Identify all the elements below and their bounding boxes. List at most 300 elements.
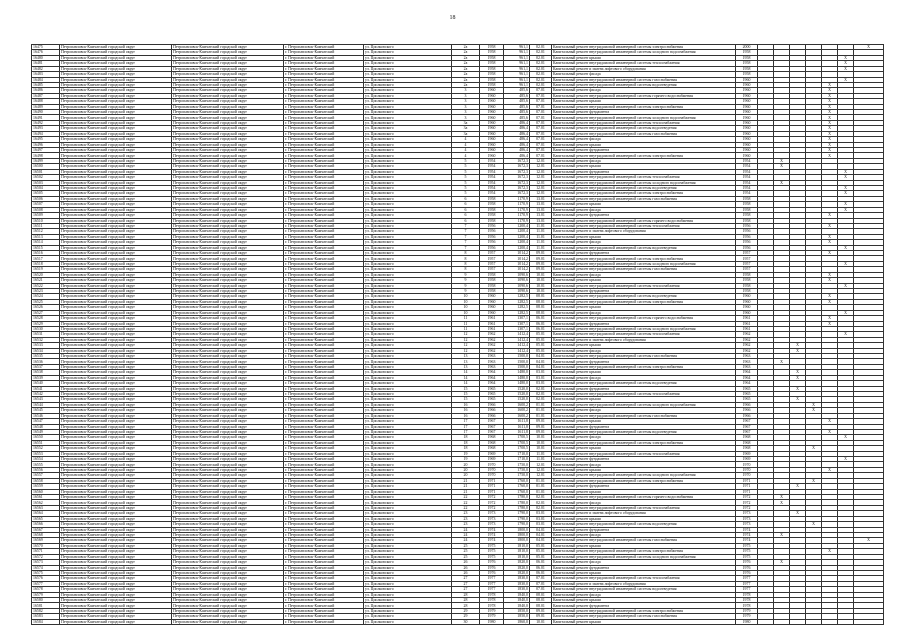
table-cell: 16544 — [32, 402, 60, 407]
table-cell: 1090,6 — [504, 278, 530, 283]
table-cell: Петропавловск-Камчатский городской округ — [60, 196, 172, 201]
table-cell: 1966 — [736, 408, 758, 413]
table-cell: 09.01 — [530, 419, 552, 424]
table-cell: 1963 — [480, 354, 504, 359]
table-cell: 16547 — [32, 419, 60, 424]
table-cell: 16512 — [32, 229, 60, 234]
table-cell: 09.01 — [530, 608, 552, 613]
table-cell: Петропавловск-Камчатский городской округ — [60, 581, 172, 586]
table-cell: 2а — [452, 50, 480, 55]
table-cell: ул. Циолковского — [364, 72, 452, 77]
table-cell: 16486 — [32, 88, 60, 93]
table-cell: 1960 — [736, 299, 758, 304]
table-cell: Петропавловск-Камчатский городской округ — [60, 614, 172, 619]
table-cell: Петропавловск-Камчатский городской округ — [172, 576, 284, 581]
table-cell: Капитальный ремонт внутридомовой инженерной системы теплоснабжения — [552, 332, 736, 337]
table-cell: ул. Циолковского — [364, 364, 452, 369]
table-cell: Капитальный ремонт внутридомовой инженерной системы водоотведения — [552, 429, 736, 434]
table-cell: 1860,0 — [504, 619, 530, 624]
table-cell: X — [774, 500, 790, 505]
table-cell: 1968 — [480, 435, 504, 440]
table-cell: 961,1 — [504, 55, 530, 60]
table-cell: Петропавловск-Камчатский городской округ — [172, 88, 284, 93]
table-cell: 16491 — [32, 115, 60, 120]
table-cell: 04.01 — [530, 527, 552, 532]
repair-schedule-table — [31, 44, 884, 625]
table-cell: X — [838, 245, 854, 250]
table-cell: 1700,5 — [504, 435, 530, 440]
table-cell: Петропавловск-Камчатский городской округ — [172, 505, 284, 510]
table-cell: 1960 — [736, 99, 758, 104]
table-cell: г. Петропавловск-Камчатский — [284, 66, 364, 71]
table-cell: г. Петропавловск-Камчатский — [284, 164, 364, 169]
table-cell: X — [822, 223, 838, 228]
table-cell: г. Петропавловск-Камчатский — [284, 88, 364, 93]
table-cell: 05.01 — [530, 332, 552, 337]
table-cell: 10 — [452, 294, 480, 299]
table-cell: ул. Циолковского — [364, 131, 452, 136]
table-cell: 486,4 — [504, 153, 530, 158]
table-cell: Капитальный ремонт крыши — [552, 164, 736, 169]
table-cell: 5 — [452, 158, 480, 163]
table-cell: 1956 — [736, 234, 758, 239]
table-cell: X — [822, 126, 838, 131]
table-cell: Капитальный ремонт внутридомовой инженерной системы электроснабжения — [552, 104, 736, 109]
table-cell: ул. Циолковского — [364, 288, 452, 293]
table-cell: Петропавловск-Камчатский городской округ — [172, 489, 284, 494]
table-cell: Петропавловск-Камчатский городской округ — [60, 169, 172, 174]
table-cell: 15 — [452, 392, 480, 397]
table-cell: ул. Циолковского — [364, 142, 452, 147]
table-cell: г. Петропавловск-Камчатский — [284, 516, 364, 521]
table-cell: Капитальный ремонт внутридомовой инженерной системы электроснабжения — [552, 440, 736, 445]
table-cell: 1960 — [736, 88, 758, 93]
table-cell: 1972 — [736, 495, 758, 500]
table-cell: г. Петропавловск-Камчатский — [284, 142, 364, 147]
table-cell: 961,1 — [504, 61, 530, 66]
table-cell: Петропавловск-Камчатский городской округ — [172, 207, 284, 212]
table-cell: 1090,6 — [504, 272, 530, 277]
table-cell: 1960 — [736, 126, 758, 131]
table-cell: 02.01 — [530, 500, 552, 505]
table-cell: 1960 — [480, 126, 504, 131]
table-cell: Капитальный ремонт фундамента — [552, 359, 736, 364]
table-cell: X — [822, 99, 838, 104]
table-cell: Петропавловск-Камчатский городской округ — [172, 337, 284, 342]
table-cell: X — [838, 55, 854, 60]
table-cell: X — [790, 386, 806, 391]
table-cell: Петропавловск-Камчатский городской округ — [172, 104, 284, 109]
table-cell: 07.01 — [530, 120, 552, 125]
table-cell: ул. Циолковского — [364, 191, 452, 196]
table-cell: г. Петропавловск-Камчатский — [284, 234, 364, 239]
table-cell: Петропавловск-Камчатский городской округ — [60, 386, 172, 391]
table-cell: Капитальный ремонт крыши — [552, 419, 736, 424]
table-cell: Петропавловск-Камчатский городской округ — [60, 608, 172, 613]
table-cell: 16504 — [32, 185, 60, 190]
table-cell: 1954 — [736, 180, 758, 185]
table-cell: 1960 — [480, 104, 504, 109]
table-cell: г. Петропавловск-Камчатский — [284, 321, 364, 326]
table-cell: 1958 — [480, 278, 504, 283]
table-cell: Капитальный ремонт внутридомовой инженерной системы холодного водоснабжения — [552, 326, 736, 331]
table-cell: Капитальный ремонт внутридомовой инженерной системы газоснабжения — [552, 131, 736, 136]
table-cell: X — [822, 213, 838, 218]
table-cell: г. Петропавловск-Камчатский — [284, 55, 364, 60]
table-cell: Петропавловск-Камчатский городской округ — [172, 278, 284, 283]
table-cell: Петропавловск-Камчатский городской округ — [60, 500, 172, 505]
table-cell: 4 — [452, 153, 480, 158]
table-cell: 2а — [452, 45, 480, 50]
table-cell: 16528 — [32, 316, 60, 321]
table-cell: 16551 — [32, 440, 60, 445]
table-cell: 10 — [452, 305, 480, 310]
table-cell: г. Петропавловск-Камчатский — [284, 278, 364, 283]
table-cell: ул. Циолковского — [364, 278, 452, 283]
table-cell: 10.01 — [530, 435, 552, 440]
table-cell: 2а — [452, 72, 480, 77]
table-cell: 19 — [452, 457, 480, 462]
table-cell: Капитальный ремонт фундамента — [552, 288, 736, 293]
table-cell: X — [822, 88, 838, 93]
table-cell: Петропавловск-Камчатский городской округ — [60, 50, 172, 55]
table-cell: 16506 — [32, 196, 60, 201]
table-cell: 17 — [452, 424, 480, 429]
table-cell: 12.01 — [530, 185, 552, 190]
table-cell: 07.01 — [530, 93, 552, 98]
table-cell: 1170,9 — [504, 218, 530, 223]
table-cell: Петропавловск-Камчатский городской округ — [60, 164, 172, 169]
table-cell: 01.01 — [530, 484, 552, 489]
table-cell: 09.01 — [530, 261, 552, 266]
table-cell: 07.01 — [530, 576, 552, 581]
table-cell: 1170,9 — [504, 196, 530, 201]
table-cell: Петропавловск-Камчатский городской округ — [172, 288, 284, 293]
table-cell: 11.01 — [530, 234, 552, 239]
table-cell: Петропавловск-Камчатский городской округ — [60, 570, 172, 575]
table-cell: ул. Циолковского — [364, 354, 452, 359]
table-cell: 1960 — [480, 299, 504, 304]
table-cell: Капитальный ремонт и замена лифтового оборудования — [552, 337, 736, 342]
table-cell: 04.01 — [530, 532, 552, 537]
table-cell: Капитальный ремонт крыши — [552, 489, 736, 494]
table-cell: г. Петропавловск-Камчатский — [284, 115, 364, 120]
table-cell: 30 — [452, 619, 480, 624]
table-cell: Капитальный ремонт внутридомовой инженерной системы холодного водоснабжения — [552, 115, 736, 120]
table-cell: 16560 — [32, 489, 60, 494]
table-cell: 16517 — [32, 256, 60, 261]
table-cell: 02.01 — [530, 397, 552, 402]
table-cell: ул. Циолковского — [364, 110, 452, 115]
table-cell: г. Петропавловск-Камчатский — [284, 337, 364, 342]
table-cell: 16577 — [32, 581, 60, 586]
table-cell: Петропавловск-Камчатский городской округ — [172, 392, 284, 397]
table-cell: X — [822, 316, 838, 321]
table-cell: Петропавловск-Камчатский городской округ — [60, 457, 172, 462]
table-cell: Петропавловск-Камчатский городской округ — [60, 251, 172, 256]
table-cell: Петропавловск-Камчатский городской округ — [60, 310, 172, 315]
table-cell: 8 — [452, 267, 480, 272]
table-cell: г. Петропавловск-Камчатский — [284, 457, 364, 462]
table-cell: 1412,4 — [504, 348, 530, 353]
table-cell: 16542 — [32, 392, 60, 397]
table-cell: г. Петропавловск-Камчатский — [284, 45, 364, 50]
table-cell: Капитальный ремонт фундамента — [552, 386, 736, 391]
table-cell: ул. Циолковского — [364, 495, 452, 500]
table-cell: Петропавловск-Камчатский городской округ — [60, 66, 172, 71]
table-cell: 3 — [452, 88, 480, 93]
table-cell: 16565 — [32, 516, 60, 521]
table-cell: 16566 — [32, 522, 60, 527]
table-cell: 1968 — [736, 435, 758, 440]
table-cell: 1672,3 — [504, 175, 530, 180]
table-cell: 02.01 — [530, 77, 552, 82]
table-cell: Петропавловск-Камчатский городской округ — [60, 538, 172, 543]
table-cell: 1964 — [480, 381, 504, 386]
table-cell: 1973 — [736, 522, 758, 527]
table-cell: 1977 — [736, 576, 758, 581]
table-cell: 16476 — [32, 50, 60, 55]
table-cell: г. Петропавловск-Камчатский — [284, 489, 364, 494]
table-cell: г. Петропавловск-Камчатский — [284, 191, 364, 196]
table-cell: 16583 — [32, 614, 60, 619]
table-cell: Петропавловск-Камчатский городской округ — [172, 402, 284, 407]
table-cell: 485,6 — [504, 99, 530, 104]
table-cell: Петропавловск-Камчатский городской округ — [172, 137, 284, 142]
table-cell: 1956 — [480, 245, 504, 250]
table-cell: 1954 — [480, 175, 504, 180]
table-cell: 3 — [452, 104, 480, 109]
table-cell: 961,1 — [504, 45, 530, 50]
table-cell: Петропавловск-Камчатский городской округ — [172, 185, 284, 190]
table-cell: 3а — [452, 131, 480, 136]
table-cell: X — [774, 158, 790, 163]
table-cell: ул. Циолковского — [364, 326, 452, 331]
table-cell: 16523 — [32, 288, 60, 293]
table-cell: Петропавловск-Камчатский городской округ — [60, 397, 172, 402]
table-cell: X — [806, 446, 822, 451]
table-cell: г. Петропавловск-Камчатский — [284, 229, 364, 234]
table-cell: Петропавловск-Камчатский городской округ — [172, 348, 284, 353]
table-cell: X — [822, 294, 838, 299]
table-cell: ул. Циолковского — [364, 429, 452, 434]
table-cell: Капитальный ремонт внутридомовой инженерной системы теплоснабжения — [552, 175, 736, 180]
table-cell: 01.01 — [530, 413, 552, 418]
table-cell: ул. Циолковского — [364, 408, 452, 413]
table-cell: 16579 — [32, 592, 60, 597]
table-cell: 1958 — [480, 72, 504, 77]
table-cell: 11.01 — [530, 245, 552, 250]
table-cell: 1750,0 — [504, 473, 530, 478]
table-cell: ул. Циолковского — [364, 137, 452, 142]
table-cell: г. Петропавловск-Камчатский — [284, 603, 364, 608]
table-cell: 16575 — [32, 570, 60, 575]
table-cell: 1970 — [480, 467, 504, 472]
table-cell: Петропавловск-Камчатский городской округ — [172, 565, 284, 570]
table-cell: г. Петропавловск-Камчатский — [284, 495, 364, 500]
table-cell: Петропавловск-Камчатский городской округ — [60, 175, 172, 180]
table-cell: 1970 — [480, 473, 504, 478]
table-cell: 11 — [452, 321, 480, 326]
table-cell: 26 — [452, 565, 480, 570]
table-cell: Капитальный ремонт и замена лифтового оборудования — [552, 229, 736, 234]
table-cell: Петропавловск-Камчатский городской округ — [60, 565, 172, 570]
table-cell: Капитальный ремонт фундамента — [552, 251, 736, 256]
table-cell: г. Петропавловск-Камчатский — [284, 348, 364, 353]
table-cell: 25 — [452, 554, 480, 559]
table-cell: 1958 — [480, 61, 504, 66]
table-cell: Петропавловск-Камчатский городской округ — [60, 267, 172, 272]
table-cell: 18 — [452, 440, 480, 445]
table-cell: Капитальный ремонт внутридомовой инженерной системы газоснабжения — [552, 77, 736, 82]
table-cell: 16492 — [32, 120, 60, 125]
table-cell: Петропавловск-Камчатский городской округ — [60, 153, 172, 158]
table-cell: 11.01 — [530, 451, 552, 456]
table-cell: 1090,6 — [504, 283, 530, 288]
table-cell: Капитальный ремонт фундамента — [552, 424, 736, 429]
table-cell: г. Петропавловск-Камчатский — [284, 185, 364, 190]
table-cell: Петропавловск-Камчатский городской округ — [60, 77, 172, 82]
table-cell: 16531 — [32, 332, 60, 337]
table-cell: г. Петропавловск-Камчатский — [284, 543, 364, 548]
table-cell: г. Петропавловск-Камчатский — [284, 424, 364, 429]
table-cell: 10.01 — [530, 446, 552, 451]
table-cell: 1830,0 — [504, 587, 530, 592]
table-cell: Капитальный ремонт фасада — [552, 137, 736, 142]
table-cell: 1958 — [736, 272, 758, 277]
table-cell: 25 — [452, 549, 480, 554]
table-cell: ул. Циолковского — [364, 82, 452, 87]
table-cell: 13.01 — [530, 196, 552, 201]
table-cell: Капитальный ремонт внутридомовой инженерной системы газоснабжения — [552, 413, 736, 418]
table-cell: Петропавловск-Камчатский городской округ — [60, 142, 172, 147]
table-cell: 1672,3 — [504, 158, 530, 163]
table-cell: 16519 — [32, 267, 60, 272]
table-cell: 2000 — [736, 45, 758, 50]
table-cell: Капитальный ремонт фасада — [552, 408, 736, 413]
table-cell: Петропавловск-Камчатский городской округ — [60, 223, 172, 228]
table-cell: 1958 — [736, 196, 758, 201]
table-cell: Петропавловск-Камчатский городской округ — [60, 462, 172, 467]
table-cell: Петропавловск-Камчатский городской округ — [172, 321, 284, 326]
table-cell: г. Петропавловск-Камчатский — [284, 202, 364, 207]
table-cell: X — [774, 495, 790, 500]
table-cell: 16538 — [32, 370, 60, 375]
table-cell: Петропавловск-Камчатский городской округ — [60, 202, 172, 207]
table-cell: 16564 — [32, 511, 60, 516]
table-cell: 02.01 — [530, 505, 552, 510]
table-cell: 05.01 — [530, 549, 552, 554]
table-cell: Петропавловск-Камчатский городской округ — [172, 587, 284, 592]
table-cell: 6 — [452, 196, 480, 201]
table-cell: Капитальный ремонт внутридомовой инженерной системы газоснабжения — [552, 354, 736, 359]
table-cell: 16521 — [32, 278, 60, 283]
table-cell: ул. Циолковского — [364, 392, 452, 397]
table-cell: 26 — [452, 560, 480, 565]
table-cell: 12 — [452, 337, 480, 342]
table-cell: 19 — [452, 451, 480, 456]
table-cell: X — [838, 185, 854, 190]
table-cell: г. Петропавловск-Камчатский — [284, 213, 364, 218]
table-cell: г. Петропавловск-Камчатский — [284, 218, 364, 223]
table-cell: 1961 — [736, 321, 758, 326]
table-cell: 07.01 — [530, 142, 552, 147]
table-cell: ул. Циолковского — [364, 538, 452, 543]
table-cell: 1975 — [480, 543, 504, 548]
table-cell: 485,6 — [504, 115, 530, 120]
table-cell: ул. Циолковского — [364, 104, 452, 109]
table-cell: Петропавловск-Камчатский городской округ — [60, 576, 172, 581]
table-cell: 5 — [452, 175, 480, 180]
table-cell: 16570 — [32, 543, 60, 548]
table-cell: 1960 — [480, 142, 504, 147]
table-cell: 1968 — [480, 446, 504, 451]
table-cell: Капитальный ремонт фундамента — [552, 484, 736, 489]
table-cell: 16533 — [32, 343, 60, 348]
table-cell: 16540 — [32, 381, 60, 386]
table-cell: 1960 — [736, 110, 758, 115]
table-cell: 1977 — [736, 581, 758, 586]
table-cell: Петропавловск-Камчатский городской округ — [172, 229, 284, 234]
table-cell: 12.01 — [530, 158, 552, 163]
table-cell: X — [822, 104, 838, 109]
table-cell: 1962 — [480, 332, 504, 337]
table-cell: 9 — [452, 288, 480, 293]
table-cell: 1500,0 — [504, 364, 530, 369]
table-cell: 07.01 — [530, 131, 552, 136]
table-cell: Петропавловск-Камчатский городской округ — [60, 272, 172, 277]
table-cell: 16485 — [32, 82, 60, 87]
table-cell: 1958 — [736, 213, 758, 218]
table-cell: 16525 — [32, 299, 60, 304]
table-cell: 16480 — [32, 55, 60, 60]
table-cell: X — [822, 321, 838, 326]
table-cell: Петропавловск-Камчатский городской округ — [172, 359, 284, 364]
table-cell: 1977 — [480, 576, 504, 581]
table-cell: Петропавловск-Камчатский городской округ — [60, 348, 172, 353]
table-cell: 1840,0 — [504, 598, 530, 603]
table-cell: 1412,4 — [504, 337, 530, 342]
table-cell: X — [822, 299, 838, 304]
table-cell: 16520 — [32, 272, 60, 277]
table-cell: 1800,0 — [504, 527, 530, 532]
table-cell: 25 — [452, 543, 480, 548]
table-cell: 16559 — [32, 484, 60, 489]
table-cell: Петропавловск-Камчатский городской округ — [60, 467, 172, 472]
table-cell: X — [854, 45, 884, 50]
table-cell: Капитальный ремонт фасада — [552, 462, 736, 467]
table-cell: Петропавловск-Камчатский городской округ — [60, 522, 172, 527]
table-cell: ул. Циолковского — [364, 299, 452, 304]
table-cell: Петропавловск-Камчатский городской округ — [172, 326, 284, 331]
table-cell: г. Петропавловск-Камчатский — [284, 294, 364, 299]
table-cell: 7 — [452, 240, 480, 245]
table-cell: 16503 — [32, 180, 60, 185]
table-cell: 17 — [452, 419, 480, 424]
table-cell — [790, 619, 806, 624]
table-cell: Капитальный ремонт фундамента — [552, 321, 736, 326]
table-cell: Капитальный ремонт крыши — [552, 305, 736, 310]
table-cell: 29 — [452, 614, 480, 619]
table-cell: ул. Циолковского — [364, 158, 452, 163]
table-cell: Петропавловск-Камчатский городской округ — [172, 495, 284, 500]
table-cell: 01.01 — [530, 408, 552, 413]
table-cell: 1957 — [480, 267, 504, 272]
table-cell: г. Петропавловск-Камчатский — [284, 82, 364, 87]
table-cell: Капитальный ремонт внутридомовой инженерной системы горячего водоснабжения — [552, 316, 736, 321]
table-cell: Петропавловск-Камчатский городской округ — [60, 489, 172, 494]
table-cell: 1960 — [480, 305, 504, 310]
